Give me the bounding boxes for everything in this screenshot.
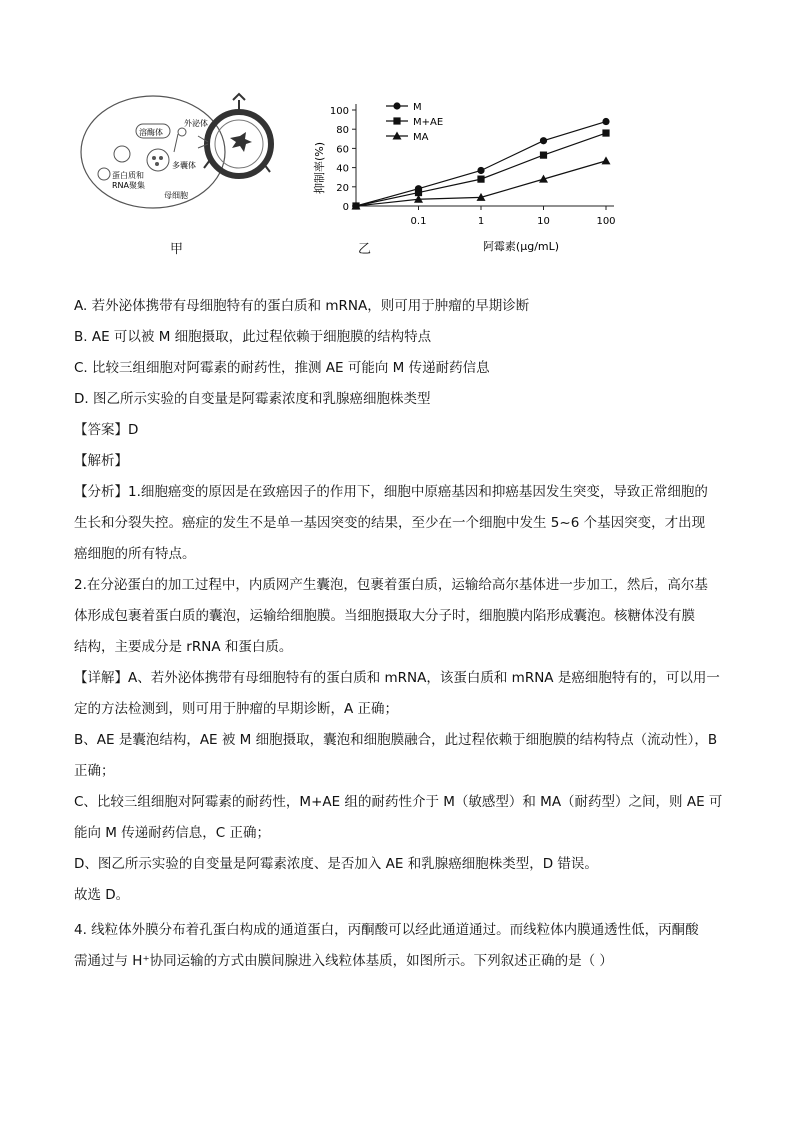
analysis-line: 【分析】1.细胞癌变的原因是在致癌因子的作用下，细胞中原癌基因和抑癌基因发生突变，导致正常细胞的: [74, 484, 708, 500]
detail-line: D、图乙所示实验的自变量是阿霉素浓度、是否加入 AE 和乳腺癌细胞株类型，D 错误。: [74, 856, 598, 872]
detail-line: B、AE 是囊泡结构，AE 被 M 细胞摄取，囊泡和细胞膜融合，此过程依赖于细胞膜的结构特点（流动性），B: [74, 732, 718, 748]
question-4-line: 需通过与 H⁺协同运输的方式由膜间腺进入线粒体基质，如图所示。下列叙述正确的是（ ）: [74, 953, 613, 969]
question-4-line: 4. 线粒体外膜分布着孔蛋白构成的通道蛋白，丙酮酸可以经此通道通过。而线粒体内膜通透性低，丙酮酸: [74, 922, 699, 938]
y-tick-label: 0: [342, 202, 349, 213]
analysis-line: 体形成包裹着蛋白质的囊泡，运输给细胞膜。当细胞摄取大分子时，细胞膜内陷形成囊泡。核糖体没有膜: [74, 608, 695, 624]
y-tick-label: 80: [336, 125, 349, 137]
legend-label: M: [413, 102, 422, 113]
figure-a-cell-diagram: [78, 92, 288, 212]
answer-value: D: [128, 422, 139, 438]
legend-marker-M: [393, 102, 400, 109]
data-point-M+AE: [540, 152, 547, 159]
x-tick-label: 0.1: [410, 216, 427, 227]
label-cargo-2: RNA聚集: [112, 181, 146, 190]
detail-line: 故选 D。: [74, 887, 130, 903]
label-exosome: 外泌体: [184, 119, 208, 128]
analysis-tag: 【解析】: [74, 453, 128, 469]
detail-line: 【详解】A、若外泌体携带有母细胞特有的蛋白质和 mRNA，该蛋白质和 mRNA 是癌细胞特有的，可以用一: [74, 670, 720, 686]
y-axis-label: 抑制率(%): [313, 141, 326, 195]
y-tick-label: 100: [329, 106, 349, 117]
answer-tag: 【答案】: [74, 422, 128, 438]
detail-line: 正确；: [74, 763, 115, 779]
data-point-M: [477, 167, 484, 174]
data-point-MA: [602, 156, 611, 164]
option-d: D. 图乙所示实验的自变量是阿霉素浓度和乳腺癌细胞株类型: [74, 391, 431, 407]
legend-marker-M+AE: [393, 117, 400, 124]
figure-area: [78, 92, 638, 262]
figure-b-caption: 乙: [358, 242, 372, 257]
detail-line: C、比较三组细胞对阿霉素的耐药性，M+AE 组的耐药性介于 M（敏感型）和 MA（耐药型）之间，则 AE 可: [74, 794, 723, 810]
data-point-M+AE: [477, 176, 484, 183]
y-tick-label: 40: [336, 163, 349, 175]
legend-label: M+AE: [413, 117, 444, 128]
figure-a-caption: 甲: [170, 242, 184, 257]
x-axis-label: 阿霉素(μg/mL): [482, 240, 560, 253]
data-point-M: [540, 137, 547, 144]
option-c: C. 比较三组细胞对阿霉素的耐药性，推测 AE 可能向 M 传递耐药信息: [74, 360, 490, 376]
answer-line: [74, 420, 138, 440]
label-mvb: 多囊体: [172, 161, 196, 170]
legend-label: MA: [413, 132, 429, 143]
x-tick-label: 1: [477, 216, 485, 227]
option-a: A. 若外泌体携带有母细胞特有的蛋白质和 mRNA，则可用于肿瘤的早期诊断: [74, 298, 530, 314]
analysis-line: 2.在分泌蛋白的加工过程中，内质网产生囊泡，包裹着蛋白质，运输给高尔基体进一步加工，然后，高尔基: [74, 577, 708, 593]
detail-line: 能向 M 传递耐药信息，C 正确；: [74, 825, 270, 841]
y-tick-label: 60: [336, 144, 349, 156]
y-tick-label: 20: [336, 182, 349, 194]
label-lysosome: 溶酶体: [139, 128, 163, 137]
analysis-line: 生长和分裂失控。癌症的发生不是单一基因突变的结果，至少在一个细胞中发生 5~6 个基因突变，才出现: [74, 515, 706, 531]
analysis-line: 癌细胞的所有特点。: [74, 546, 196, 562]
detail-line: 定的方法检测到，则可用于肿瘤的早期诊断，A 正确；: [74, 701, 399, 717]
data-point-M+AE: [602, 129, 609, 136]
label-mother-cell: 母细胞: [164, 191, 188, 200]
analysis-line: 结构，主要成分是 rRNA 和蛋白质。: [74, 639, 293, 655]
data-point-M: [602, 118, 609, 125]
figure-b-line-chart: [306, 92, 636, 262]
label-cargo-1: 蛋白质和: [112, 171, 144, 180]
option-b: B. AE 可以被 M 细胞摄取，此过程依赖于细胞膜的结构特点: [74, 329, 432, 345]
x-tick-label: 100: [596, 216, 616, 227]
x-tick-label: 10: [537, 216, 550, 227]
